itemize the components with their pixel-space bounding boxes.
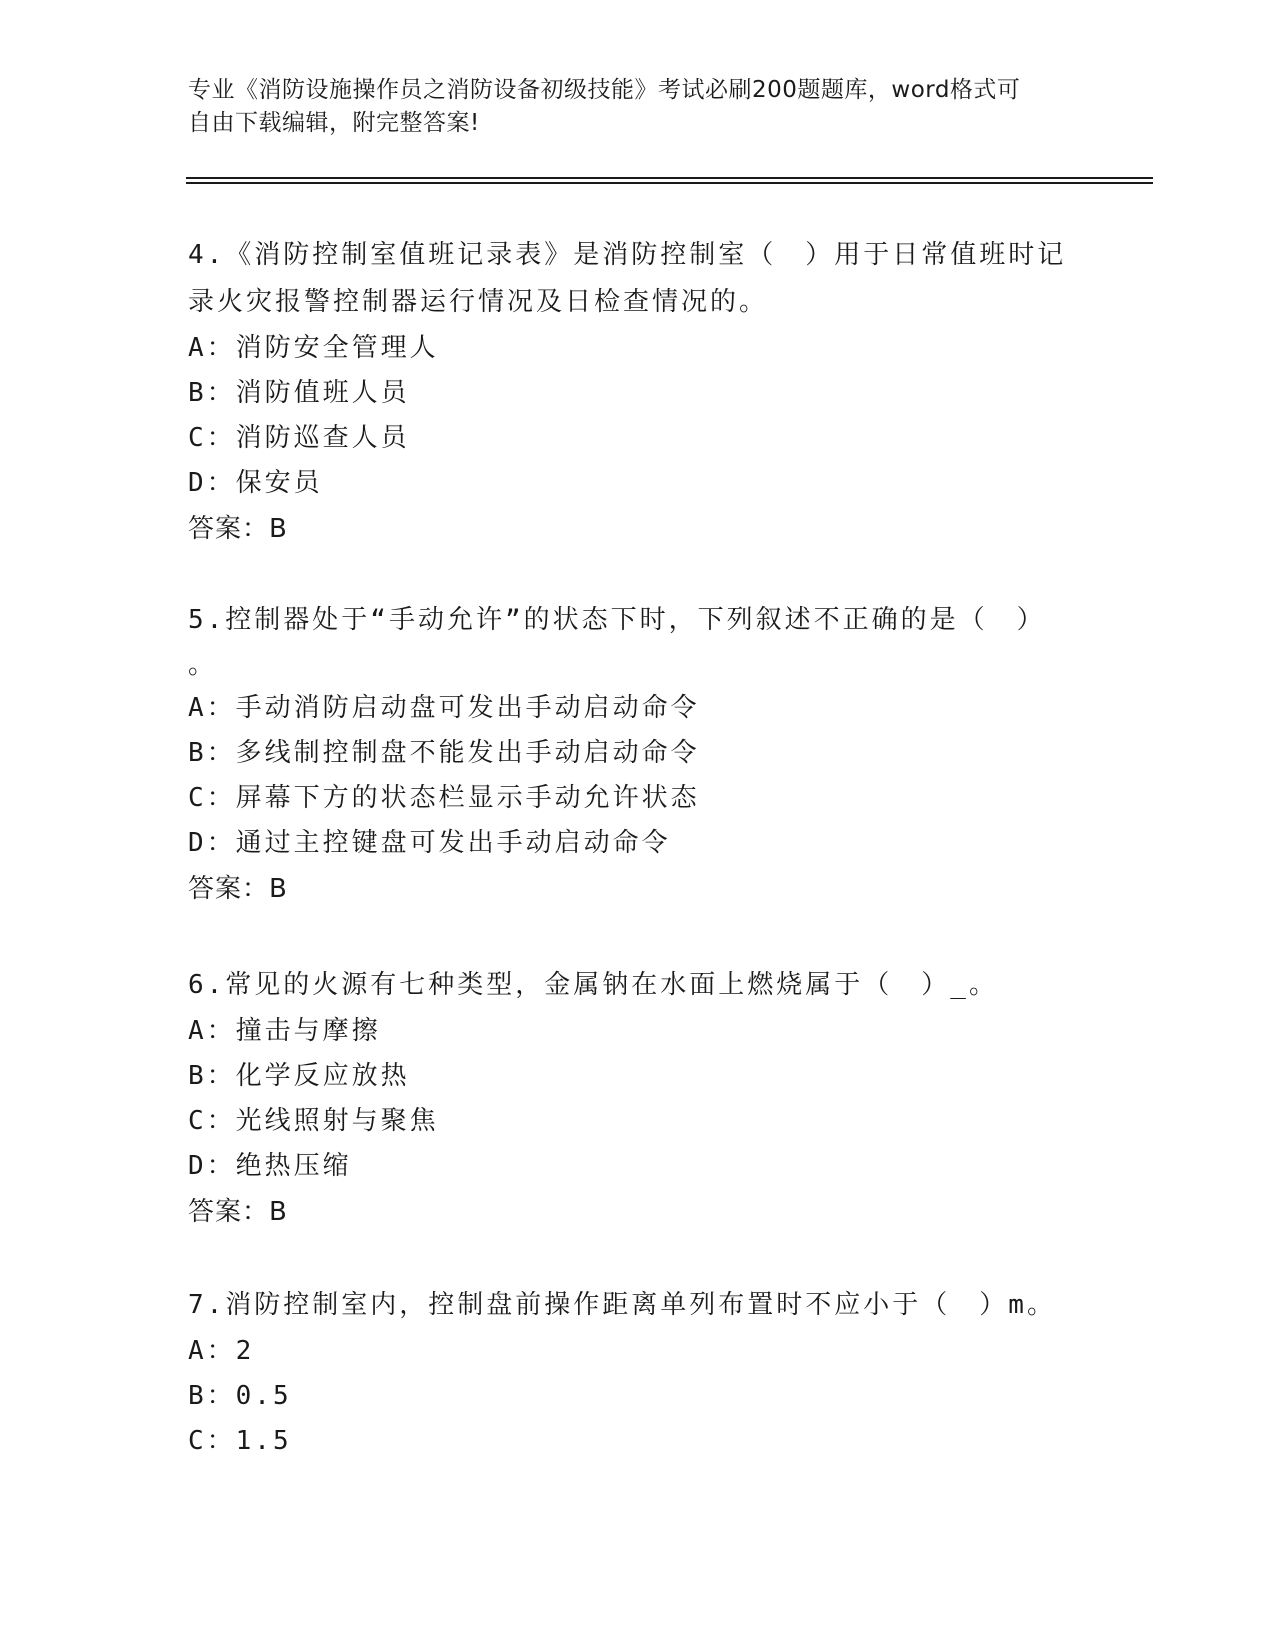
option-b: B：化学反应放热 — [188, 1061, 410, 1091]
question-7 — [188, 1282, 1088, 1464]
answer: 答案：B — [188, 514, 288, 544]
header-divider-top — [186, 177, 1153, 179]
option-d: D：通过主控键盘可发出手动启动命令 — [188, 828, 671, 858]
question-stem-line: 6.常见的火源有七种类型，金属钠在水面上燃烧属于（ ）_。 — [188, 970, 998, 1000]
option-d: D：保安员 — [188, 468, 323, 498]
answer: 答案：B — [188, 1197, 288, 1227]
document-header — [188, 74, 1068, 140]
option-b: B：消防值班人员 — [188, 378, 410, 408]
option-a: A：撞击与摩擦 — [188, 1016, 381, 1046]
option-b: B：0.5 — [188, 1381, 292, 1411]
option-c: C：消防巡查人员 — [188, 423, 410, 453]
option-c: C：1.5 — [188, 1426, 292, 1456]
question-5 — [188, 597, 1088, 912]
header-line-2: 自由下载编辑，附完整答案! — [188, 110, 480, 136]
option-c: C：光线照射与聚焦 — [188, 1106, 439, 1136]
option-a: A：手动消防启动盘可发出手动启动命令 — [188, 693, 700, 723]
option-d: D：绝热压缩 — [188, 1151, 352, 1181]
option-c: C：屏幕下方的状态栏显示手动允许状态 — [188, 783, 700, 813]
answer: 答案：B — [188, 874, 288, 904]
option-a: A：消防安全管理人 — [188, 333, 439, 363]
header-line-1: 专业《消防设施操作员之消防设备初级技能》考试必刷200题题库，word格式可 — [188, 77, 1021, 103]
header-divider-bottom — [186, 182, 1153, 184]
question-stem-line: 。 — [188, 650, 218, 680]
question-6 — [188, 962, 1088, 1235]
question-stem-line: 4.《消防控制室值班记录表》是消防控制室（ ）用于日常值班时记 — [188, 240, 1067, 270]
question-stem-line: 录火灾报警控制器运行情况及日检查情况的。 — [188, 287, 769, 317]
question-stem-line: 7.消防控制室内，控制盘前操作距离单列布置时不应小于（ ）m。 — [188, 1290, 1056, 1320]
question-4 — [188, 232, 1088, 552]
option-a: A：2 — [188, 1336, 255, 1366]
option-b: B：多线制控制盘不能发出手动启动命令 — [188, 738, 700, 768]
question-stem-line: 5.控制器处于“手动允许”的状态下时，下列叙述不正确的是（ ） — [188, 605, 1046, 635]
